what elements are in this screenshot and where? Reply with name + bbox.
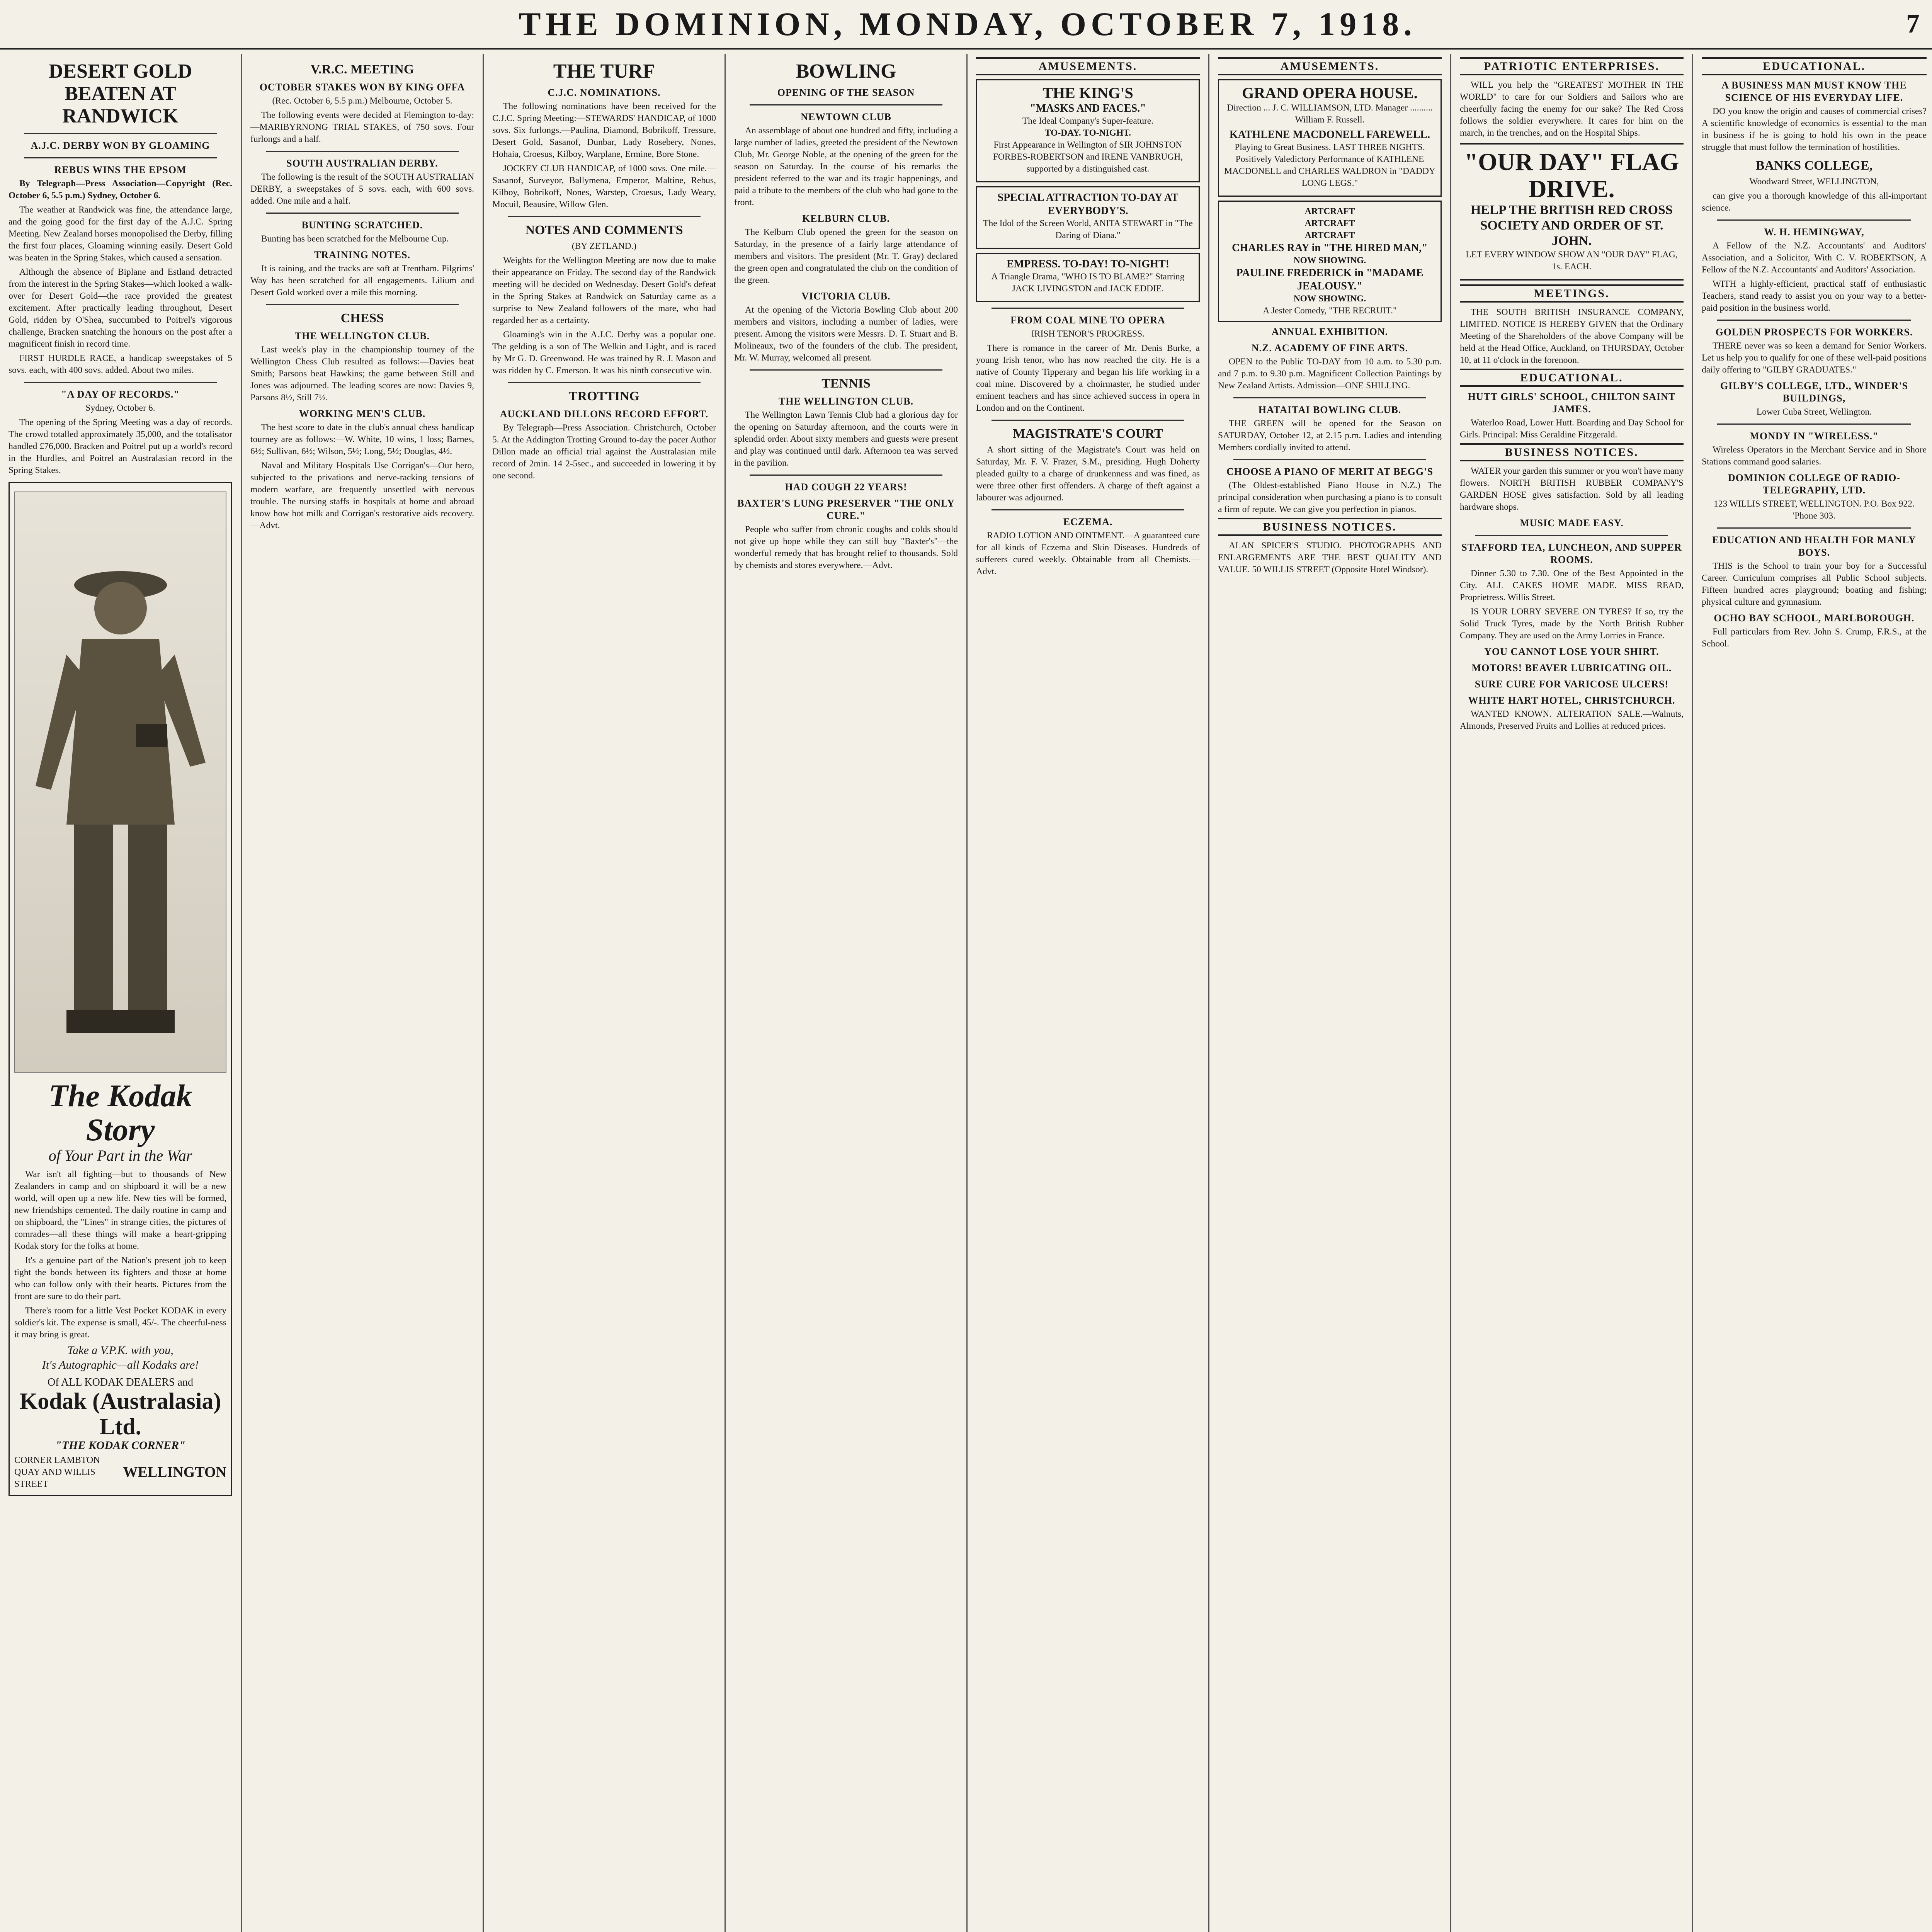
divider xyxy=(24,382,217,383)
stafford-text: Dinner 5.30 to 7.30. One of the Best Appointed in the City. ALL CAKES HOME MADE. MISS READ, Proprietress. Willis Street. xyxy=(1460,568,1684,602)
varicose-title: SURE CURE FOR VARICOSE ULCERS! xyxy=(1475,679,1669,690)
article-paragraph: Although the absence of Biplane and Estland detracted from the interest in the Spring Stakes—which looked a walk-over for Desert Gold—the race provided the greatest excitement. After practically leading throughout, Desert Gold, ridden by O'Shea, succumbed to Poitrel's vigorous challenge, Bracken snatching the honours on the post after a magnificent finish in record time. xyxy=(9,267,232,349)
kodak-subtitle: of Your Part in the War xyxy=(48,1147,192,1164)
divider xyxy=(1233,397,1426,398)
everybodys-text: The Idol of the Screen World, ANITA STEWART in "The Daring of Diana." xyxy=(983,218,1193,240)
gilby-address: Lower Cuba Street, Wellington. xyxy=(1756,407,1872,417)
results-paragraph: FIRST HURDLE RACE, a handicap sweepstakes of 5 sovs. each, with 400 sovs. added. About two miles. xyxy=(9,353,232,375)
kings-title: THE KING'S xyxy=(1043,84,1133,102)
trotting-text: By Telegraph—Press Association. Christchurch, October 5. At the Addington Trotting Ground to-day the pacer Author Dillon made an official trial against the Australasian mile record of 2min. 14 2-5sec., and succeeded in lowering it by one second. xyxy=(492,423,716,481)
kodak-slogan-2: It's Autographic—all Kodaks are! xyxy=(42,1359,199,1371)
column-1 xyxy=(0,54,242,1932)
divider xyxy=(992,420,1184,421)
music-title: MUSIC MADE EASY. xyxy=(1520,517,1624,529)
bunting-text: Bunting has been scratched for the Melbourne Cup. xyxy=(261,234,449,244)
everybodys-title: SPECIAL ATTRACTION TO-DAY AT EVERYBODY'S. xyxy=(997,192,1179,217)
training-text: It is raining, and the tracks are soft at Trentham. Pilgrims' Way has been scratched for all engagements. Lilium and Desert Gold worked over a mile this morning. xyxy=(250,264,474,298)
masks-text: First Appearance in Wellington of SIR JOHNSTON FORBES-ROBERTSON and IRENE VANBRUGH, supported by a distinguished cast. xyxy=(993,140,1183,174)
wireless-text: Wireless Operators in the Merchant Service and in Shore Stations command good salaries. xyxy=(1702,445,1927,467)
manly-boys-text: THIS is the School to train your boy for a Successful Career. Curriculum comprises all Public School subjects. Fifteen hundred acres playground; boating and fishing; physical culture and gymnasium. xyxy=(1702,561,1927,607)
victoria-title: VICTORIA CLUB. xyxy=(801,291,891,302)
newtown-text: An assemblage of about one hundred and fifty, including a large number of ladies, greeted the president of the Newtown Club, Mr. George Noble, at the opening of the green for the season on Saturday. In the course of his remarks the president referred to the war and its tragic happenings, and paid a tribute to the members of the club who had gone to the front. xyxy=(734,126,958,207)
divider xyxy=(1717,219,1911,221)
golden-title: GOLDEN PROSPECTS FOR WORKERS. xyxy=(1715,327,1913,338)
divider xyxy=(266,151,459,152)
vrc-subtitle: OCTOBER STAKES WON BY KING OFFA xyxy=(259,82,465,93)
notes-text: Weights for the Wellington Meeting are now due to make their appearance on Friday. The second day of the Randwick meeting will be decided on Wednesday. Desert Gold's defeat in the Spring Stakes at Randwick on Saturday came as a surprise to New Zealand followers of the mare, who had regarded her as a certainty. xyxy=(492,255,716,325)
kodak-slogan-1: Take a V.P.K. with you, xyxy=(67,1344,173,1357)
column-2 xyxy=(242,54,484,1932)
opera-subtitle: IRISH TENOR'S PROGRESS. xyxy=(1031,329,1145,339)
recruit-title: A Jester Comedy, "THE RECRUIT." xyxy=(1263,306,1397,316)
column-7 xyxy=(1451,54,1693,1932)
grand-opera-direction: Direction ... J. C. WILLIAMSON, LTD. Manager .......... William F. Russell. xyxy=(1227,103,1433,125)
divider xyxy=(508,216,701,217)
divider xyxy=(24,133,217,134)
annual-title: ANNUAL EXHIBITION. xyxy=(1271,326,1388,337)
kodak-advertisement xyxy=(9,482,232,1496)
sa-derby-text: The following is the result of the SOUTH AUSTRALIAN DERBY, a sweepstakes of 5 sovs. each, with 600 sovs. added. One mile and a half. xyxy=(250,172,474,206)
divider xyxy=(1717,320,1911,321)
vrc-text: The following events were decided at Flemington to-day:—MARIBYRNONG TRIAL STAKES, of 750 sovs. Four furlongs and a half. xyxy=(250,110,474,144)
turf-title: THE TURF xyxy=(553,60,655,82)
empress-ad xyxy=(976,253,1200,302)
dominion-college-title: DOMINION COLLEGE OF RADIO-TELEGRAPHY, LTD. xyxy=(1728,472,1901,496)
court-title: MAGISTRATE'S COURT xyxy=(1013,427,1163,441)
notes-title: NOTES AND COMMENTS xyxy=(525,223,683,237)
publication-title: THE DOMINION, MONDAY, OCTOBER 7, 1918. xyxy=(519,5,1417,43)
banks-college-title: BANKS COLLEGE, xyxy=(1755,158,1873,173)
column-8 xyxy=(1693,54,1932,1932)
everybodys-ad xyxy=(976,186,1200,249)
masthead xyxy=(0,0,1932,50)
subhead-epsom: REBUS WINS THE EPSOM xyxy=(54,164,187,175)
banks-address: Woodward Street, WELLINGTON, xyxy=(1749,177,1879,187)
kodak-city: WELLINGTON xyxy=(123,1464,226,1480)
section-header-amusements: AMUSEMENTS. xyxy=(976,57,1200,75)
business-text: ALAN SPICER'S STUDIO. PHOTOGRAPHS AND ENLARGEMENTS ARE THE BEST QUALITY AND VALUE. 50 WILLIS STREET (Opposite Hotel Windsor). xyxy=(1218,541,1442,575)
grand-opera-ad xyxy=(1218,79,1442,197)
artcraft-label: ARTCRAFT xyxy=(1304,230,1355,240)
court-text: A short sitting of the Magistrate's Court was held on Saturday, Mr. F. V. Frazer, S.M., presiding. Hugh Doherty pleaded guilty to a charge of drunkenness and was fined, as were three other first offenders. A charge of theft against a labourer was adjourned. xyxy=(976,445,1200,503)
pauline-title: PAULINE FREDERICK in "MADAME JEALOUSY." xyxy=(1236,267,1423,292)
baxter-subtitle: BAXTER'S LUNG PRESERVER "THE ONLY CURE." xyxy=(737,498,955,521)
kodak-corner: "THE KODAK CORNER" xyxy=(55,1439,185,1452)
bowling-subtitle: OPENING OF THE SEASON xyxy=(777,87,915,98)
kodak-title: The Kodak Story xyxy=(48,1078,192,1147)
banks-text: can give you a thorough knowledge of this all-important science. xyxy=(1702,191,1927,213)
chess-text: Last week's play in the championship tourney of the Wellington Chess Club resulted as follows:—Davies beat Smith; Parsons beat Hawkins; the game between Still and Jones was adjourned. The leading scores are now: Davies 9, Parsons 8½, Still 7½. xyxy=(250,345,474,403)
columns xyxy=(0,54,1932,1932)
hutt-text: Waterloo Road, Lower Hutt. Boarding and Day School for Girls. Principal: Miss Geraldine Fitzgerald. xyxy=(1460,418,1684,440)
kelburn-text: The Kelburn Club opened the green for the season on Saturday, in the presence of a fairly large attendance of members and visitors. The president (Mr. T. Gray) declared the green open and congratulated the club on the condition of the green. xyxy=(734,227,958,285)
bunting-title: BUNTING SCRATCHED. xyxy=(301,219,423,231)
empress-title: EMPRESS. TO-DAY! TO-NIGHT! xyxy=(1007,258,1169,270)
section-header-amusements: AMUSEMENTS. xyxy=(1218,57,1442,75)
column-3 xyxy=(484,54,726,1932)
flag-drive-subtitle: HELP THE BRITISH RED CROSS SOCIETY AND ORDER OF ST. JOHN. xyxy=(1471,203,1673,248)
business-man-title: A BUSINESS MAN MUST KNOW THE SCIENCE OF HIS EVERYDAY LIFE. xyxy=(1721,80,1907,103)
vrc-dateline: (Rec. October 6, 5.5 p.m.) Melbourne, October 5. xyxy=(272,96,452,106)
column-6 xyxy=(1209,54,1451,1932)
chess-subtitle: THE WELLINGTON CLUB. xyxy=(294,330,430,342)
divider xyxy=(24,157,217,158)
tennis-text: The Wellington Lawn Tennis Club had a glorious day for the opening on Saturday afternoon, and the courts were in splendid order. About sixty members and guests were present and play was continued until dark. Afternoon tea was served in the pavilion. xyxy=(734,410,958,468)
shirt-title: YOU CANNOT LOSE YOUR SHIRT. xyxy=(1484,646,1659,657)
masks-title: "MASKS AND FACES." xyxy=(1030,102,1146,114)
kodak-address: CORNER LAMBTON QUAY AND WILLIS STREET xyxy=(14,1455,100,1489)
vrc-title: V.R.C. MEETING xyxy=(310,62,414,77)
section-header-meetings: MEETINGS. xyxy=(1460,284,1684,303)
artcraft-label: ARTCRAFT xyxy=(1304,206,1355,216)
divider xyxy=(750,474,942,476)
bowling-title: BOWLING xyxy=(796,60,896,82)
hired-man-title: CHARLES RAY in "THE HIRED MAN," xyxy=(1232,242,1428,254)
divider xyxy=(508,382,701,383)
divider xyxy=(1233,459,1426,460)
newtown-title: NEWTOWN CLUB xyxy=(801,111,891,122)
flag-drive-title: "OUR DAY" FLAG DRIVE. xyxy=(1464,148,1679,202)
kathlene-text: Playing to Great Business. LAST THREE NIGHTS. Positively Valedictory Performance of KATHLENE MACDONELL and CHARLES WALDRON in "DADDY LONG LEGS." xyxy=(1224,142,1435,188)
naval-text: Naval and Military Hospitals Use Corrigan's—Our hero, subjected to the privations and nerve-racking tensions of modern warfare, are frequently unsettled with nervous trouble. The nursing staffs in hospitals at home and abroad know how hot milk and Corrigan's restorative aids recovery.—Advt. xyxy=(250,461,474,531)
ocho-bay-text: Full particulars from Rev. John S. Crump, F.R.S., at the School. xyxy=(1702,627,1927,649)
hemingway-text-2: WITH a highly-efficient, practical staff of enthusiastic Teachers, stand ready to assist you on your way to a better-paid position in the business world. xyxy=(1702,279,1927,313)
divider xyxy=(992,509,1184,510)
kodak-body: War isn't all fighting—but to thousands of New Zealanders in camp and on shipboard it will be a new world, will open up a new life. New ties will be formed, new friendships cemented. The daily routine in camp and on shipboard, the "Lines" in strange cities, the pictures of comrades—all these things will make a heart-gripping Kodak story for the folks at home. xyxy=(14,1169,226,1251)
derby-date: Sydney, October 6. xyxy=(85,403,155,413)
kodak-dealers: Of ALL KODAK DEALERS and xyxy=(48,1376,193,1388)
notes-text-2: Gloaming's win in the A.J.C. Derby was a popular one. The gelding is a son of The Welkin and Light, and is raced by Mr G. D. Greenwood. He was trained by R. J. Mason and was ridden by C. Emerson. It was his ninth consecutive win. xyxy=(492,330,716,376)
kodak-offer: There's room for a little Vest Pocket KODAK in every soldier's kit. The expense is small, 45/-. The cheerful-ness it may bring is great. xyxy=(14,1306,226,1340)
divider xyxy=(1717,527,1911,529)
greatest-mother-text: WILL you help the "GREATEST MOTHER IN THE WORLD" to care for our Soldiers and Sailors who are cheerfully facing the enemy for our sake? The Red Cross follows the soldier everywhere. It cares for him on the march, in the trenches, and on the Hospital Ships. xyxy=(1460,80,1684,138)
masks-when: TO-DAY. TO-NIGHT. xyxy=(1044,128,1131,138)
subhead-derby: A.J.C. DERBY WON BY GLOAMING xyxy=(31,140,210,151)
empress-text: A Triangle Drama, "WHO IS TO BLAME?" Starring JACK LIVINGSTON and JACK EDDIE. xyxy=(991,272,1185,294)
manly-boys-title: EDUCATION AND HEALTH FOR MANLY BOYS. xyxy=(1712,534,1916,558)
column-4 xyxy=(726,54,968,1932)
piano-title: CHOOSE A PIANO OF MERIT AT BEGG'S xyxy=(1226,466,1433,477)
soldier-silhouette-icon xyxy=(20,531,221,1072)
oil-title: MOTORS! BEAVER LUBRICATING OIL. xyxy=(1471,662,1672,673)
divider xyxy=(266,304,459,305)
jockey-text: JOCKEY CLUB HANDICAP, of 1000 sovs. One mile.—Sasanof, Surveyor, Ballymena, Emperor, Maltine, Rebus, Kilboy, Bobrikoff, Nones, Warstep, Croesus, Lady Weary, Mocuil, Beausire, Willow Glen. xyxy=(492,163,716,209)
eczema-title: ECZEMA. xyxy=(1063,516,1113,527)
now-showing: NOW SHOWING. xyxy=(1293,255,1366,265)
opera-title: FROM COAL MINE TO OPERA xyxy=(1010,315,1165,326)
business-text: WATER your garden this summer or you won't have many flowers. NORTH BRITISH RUBBER COMPANY'S GARDEN HOSE gives satisfaction. Sold by all leading hardware shops. xyxy=(1460,466,1684,512)
divider xyxy=(750,104,942,105)
now-showing: NOW SHOWING. xyxy=(1293,294,1366,304)
eczema-text: RADIO LOTION AND OINTMENT.—A guaranteed cure for all kinds of Eczema and Skin Diseases. Hundreds of sufferers cured weekly. Obtainable from all Chemists.—Advt. xyxy=(976,531,1200,577)
tennis-title: TENNIS xyxy=(821,376,871,391)
section-header-business: BUSINESS NOTICES. xyxy=(1460,443,1684,461)
flag-drive-ad xyxy=(1460,143,1684,281)
turf-subtitle: C.J.C. NOMINATIONS. xyxy=(548,87,661,98)
victoria-text: At the opening of the Victoria Bowling Club about 200 members and visitors, including a number of ladies, were present. Among the visitors were Messrs. D. T. Stuart and B. Molineaux, two of the founders of the club. The president, Mr. W. Murray, welcomed all present. xyxy=(734,305,958,363)
sa-derby-title: SOUTH AUSTRALIAN DERBY. xyxy=(286,158,438,169)
dominion-college-address: 123 WILLIS STREET, WELLINGTON. P.O. Box 922. 'Phone 303. xyxy=(1714,499,1915,521)
working-mens-title: WORKING MEN'S CLUB. xyxy=(299,408,426,419)
stafford-title: STAFFORD TEA, LUNCHEON, AND SUPPER ROOMS. xyxy=(1461,542,1682,565)
notes-byline: (BY ZETLAND.) xyxy=(571,241,637,251)
artcraft-ad xyxy=(1218,201,1442,322)
article-paragraph: The weather at Randwick was fine, the attendance large, and the going good for the first day of the A.J.C. Spring Meeting. New Zealand horses monopolised the Derby, filling the first four places, Gloaming winning easily. Desert Gold was beaten in the Spring Stakes, which caused a sensation. xyxy=(9,205,232,263)
section-header-business: BUSINESS NOTICES. xyxy=(1218,518,1442,536)
hataitai-text: THE GREEN will be opened for the Season on SATURDAY, October 12, at 2.15 p.m. Ladies and intending Members cordially invited to attend. xyxy=(1218,418,1442,452)
kodak-body-2: It's a genuine part of the Nation's present job to keep tight the bonds between its fighters and those at home who can follow only with their hearts. Pictures from the front are sure to do their part. xyxy=(14,1255,226,1301)
dateline: By Telegraph—Press Association—Copyright (Rec. October 6, 5.5 p.m.) Sydney, October 6. xyxy=(9,179,232,201)
hemingway-text: A Fellow of the N.Z. Accountants' and Auditors' Association, and a Solicitor, With C. V. ROBERTSON, A Fellow of the N.Z. Accountants' and Auditors' Association. xyxy=(1702,241,1927,275)
gilby-title: GILBY'S COLLEGE, LTD., WINDER'S BUILDINGS, xyxy=(1720,380,1908,404)
wireless-title: MONDY IN "WIRELESS." xyxy=(1750,430,1879,442)
ocho-bay-title: OCHO BAY SCHOOL, MARLBOROUGH. xyxy=(1714,612,1915,624)
divider xyxy=(750,369,942,371)
kathlene-title: KATHLENE MACDONELL FAREWELL. xyxy=(1229,129,1430,141)
artcraft-label: ARTCRAFT xyxy=(1304,218,1355,228)
annual-subtitle: N.Z. ACADEMY OF FINE ARTS. xyxy=(1251,342,1408,354)
kings-theatre-ad xyxy=(976,79,1200,182)
golden-text: THERE never was so keen a demand for Senior Workers. Let us help you to qualify for one of these well-paid positions daily offering to "GILBY GRADUATES." xyxy=(1702,341,1927,375)
derby-records-title: "A DAY OF RECORDS." xyxy=(61,389,180,400)
meetings-text: THE SOUTH BRITISH INSURANCE COMPANY, LIMITED. NOTICE IS HEREBY GIVEN that the Ordinary Meeting of the Shareholders of the above Company will be held at the Head Office, Auckland, on THURSDAY, October 10, at 11 o'clock in the forenoon. xyxy=(1460,307,1684,365)
kodak-address-row xyxy=(14,1454,226,1490)
flag-drive-text: LET EVERY WINDOW SHOW AN "OUR DAY" FLAG, 1s. EACH. xyxy=(1466,250,1678,272)
grand-opera-title: GRAND OPERA HOUSE. xyxy=(1242,84,1418,102)
lorry-text: IS YOUR LORRY SEVERE ON TYRES? If so, try the Solid Truck Tyres, made by the North British Rubber Company. They are used on the Army Lorries in France. xyxy=(1460,607,1684,641)
trotting-subtitle: AUCKLAND DILLONS RECORD EFFORT. xyxy=(500,408,709,420)
masks-subtitle: The Ideal Company's Super-feature. xyxy=(1022,116,1154,126)
trotting-title: TROTTING xyxy=(568,389,640,403)
baxter-title: HAD COUGH 22 YEARS! xyxy=(785,481,907,493)
tennis-subtitle: THE WELLINGTON CLUB. xyxy=(778,396,914,407)
opera-text: There is romance in the career of Mr. Denis Burke, a young Irish tenor, who has now reached the city. He is a native of County Tipperary and began his life working in a coal mine. Discovered by a choirmaster, he studied under eminent teachers and has since achieved success in opera in London and on the Continent. xyxy=(976,343,1200,413)
soldier-illustration xyxy=(14,492,226,1073)
kodak-brand: Kodak (Australasia) Ltd. xyxy=(19,1388,221,1439)
working-mens-text: The best score to date in the club's annual chess handicap tourney are as follows:—W. White, 10 wins, 1 loss; Barnes, 6½; Sullivan, 6½; Wilson, 5½; Long, 5½; Douglas, 4½. xyxy=(250,422,474,456)
wanted-text: WANTED KNOWN. ALTERATION SALE.—Walnuts, Almonds, Preserved Fruits and Lollies at reduced prices. xyxy=(1460,709,1684,731)
business-man-text: DO you know the origin and causes of commercial crises? A scientific knowledge of economics is essential to the man in business if he is going to hold his own in the peace struggle that must follow the termination of hostilities. xyxy=(1702,106,1927,152)
derby-paragraph: The opening of the Spring Meeting was a day of records. The crowd totalled approximately 35,000, and the totalisator handled £76,000. Bracken and Poitrel put up a world's record in the Hurdles, and Poitrel an Australasian record in the Spring Stakes. xyxy=(9,417,232,475)
kelburn-title: KELBURN CLUB. xyxy=(802,213,890,224)
section-header-patriotic: PATRIOTIC ENTERPRISES. xyxy=(1460,57,1684,75)
section-header-educational: EDUCATIONAL. xyxy=(1460,369,1684,387)
hemingway-title: W. H. HEMINGWAY, xyxy=(1764,226,1864,238)
page-number: 7 xyxy=(1906,9,1920,39)
piano-text: (The Oldest-established Piano House in N.Z.) The principal consideration when purchasing a piano is to consult a firm of repute. We can give you perfection in pianos. xyxy=(1218,480,1442,514)
section-header-educational: EDUCATIONAL. xyxy=(1702,57,1927,75)
hutt-title: HUTT GIRLS' SCHOOL, CHILTON SAINT JAMES. xyxy=(1468,391,1676,415)
white-hart-title: WHITE HART HOTEL, CHRISTCHURCH. xyxy=(1468,695,1675,706)
training-title: TRAINING NOTES. xyxy=(314,249,411,260)
baxter-text: People who suffer from chronic coughs and colds should not give up hope while they can still buy "Baxter's"—the wonderful remedy that has brought relief to thousands. Sold by chemists and stores everywhere.—Advt. xyxy=(734,524,958,570)
annual-text: OPEN to the Public TO-DAY from 10 a.m. to 5.30 p.m. and 7 p.m. to 9.30 p.m. Magnificent Collection Paintings by New Zealand Artists. Admission—ONE SHILLING. xyxy=(1218,357,1442,391)
divider xyxy=(992,308,1184,309)
chess-title: CHESS xyxy=(340,311,384,325)
column-5 xyxy=(968,54,1209,1932)
headline-desert-gold: DESERT GOLD BEATEN AT RANDWICK xyxy=(48,60,192,127)
divider xyxy=(1475,535,1668,536)
divider xyxy=(1717,423,1911,425)
hataitai-title: HATAITAI BOWLING CLUB. xyxy=(1258,404,1401,415)
divider xyxy=(266,213,459,214)
turf-text: The following nominations have been received for the C.J.C. Spring Meeting:—STEWARDS' HANDICAP, of 1000 sovs. Six furlongs.—Paulina, Diamond, Bobrikoff, Tressure, Desert Gold, Sasanof, Dunbar, Lady Rosebery, Nones, Hohaia, Croesus, Kilboy, Warplane, Ermine, Bore Stone. xyxy=(492,101,716,159)
